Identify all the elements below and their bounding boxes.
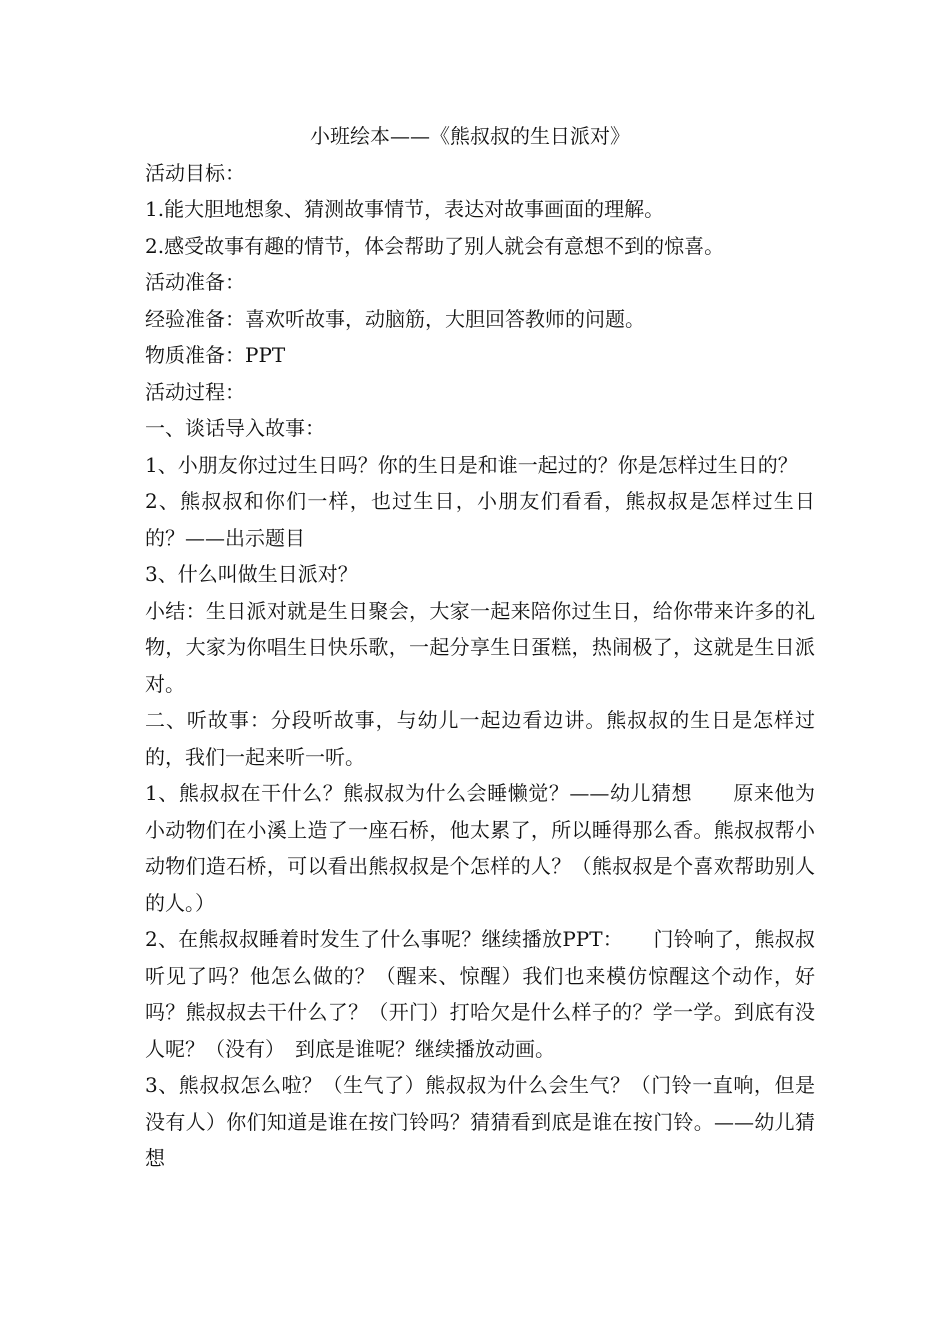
paragraph-section-1: 一、谈话导入故事： bbox=[145, 416, 325, 440]
paragraph-prep-experience: 经验准备：喜欢听故事，动脑筋，大胆回答教师的问题。 bbox=[145, 306, 645, 331]
paragraph-prep-material: 物质准备：PPT bbox=[145, 343, 286, 367]
paragraph-goal-2: 2.感受故事有趣的情节，体会帮助了别人就会有意想不到的惊喜。 bbox=[145, 233, 725, 258]
paragraph-story-2: 2、在熊叔叔睡着时发生了什么事呢？继续播放PPT： 门铃响了，熊叔叔听见了吗？他怎么做的？（醒来、惊醒）我们也来模仿惊醒这个动作，好吗？熊叔叔去干什么了？（开门）打哈欠是什么样子的？学一学。到底有没人呢？（没有） 到底是谁呢？继续播放动画。 bbox=[145, 927, 815, 1061]
document-title: 小班绘本——《熊叔叔的生日派对》 bbox=[310, 124, 630, 148]
paragraph-goal-heading: 活动目标： bbox=[145, 160, 245, 185]
paragraph-section-2: 二、听故事：分段听故事，与幼儿一起边看边讲。熊叔叔的生日是怎样过的，我们一起来听一听。 bbox=[145, 708, 815, 769]
paragraph-question-1: 1、小朋友你过过生日吗？你的生日是和谁一起过的？你是怎样过生日的？ bbox=[145, 452, 798, 477]
paragraph-summary: 小结：生日派对就是生日聚会，大家一起来陪你过生日，给你带来许多的礼物，大家为你唱生日快乐歌，一起分享生日蛋糕，热闹极了，这就是生日派对。 bbox=[145, 598, 815, 696]
paragraph-question-2: 2、熊叔叔和你们一样，也过生日，小朋友们看看，熊叔叔是怎样过生日的？——出示题目 bbox=[145, 489, 815, 550]
paragraph-story-3: 3、熊叔叔怎么啦？（生气了）熊叔叔为什么会生气？（门铃一直响，但是没有人）你们知道是谁在按门铃吗？猜猜看到底是谁在按门铃。——幼儿猜想 bbox=[145, 1073, 815, 1170]
paragraph-goal-1: 1.能大胆地想象、猜测故事情节，表达对故事画面的理解。 bbox=[145, 197, 665, 221]
paragraph-story-1: 1、熊叔叔在干什么？熊叔叔为什么会睡懒觉？——幼儿猜想 原来他为小动物们在小溪上造了一座石桥，他太累了，所以睡得那么香。熊叔叔帮小动物们造石桥，可以看出熊叔叔是个怎样的人？（熊叔叔是个喜欢帮助别人的人。） bbox=[145, 781, 815, 915]
paragraph-prep-heading: 活动准备： bbox=[145, 270, 245, 294]
paragraph-process-heading: 活动过程： bbox=[145, 379, 245, 404]
document-body bbox=[145, 118, 815, 1177]
paragraph-question-3: 3、什么叫做生日派对？ bbox=[145, 562, 358, 586]
